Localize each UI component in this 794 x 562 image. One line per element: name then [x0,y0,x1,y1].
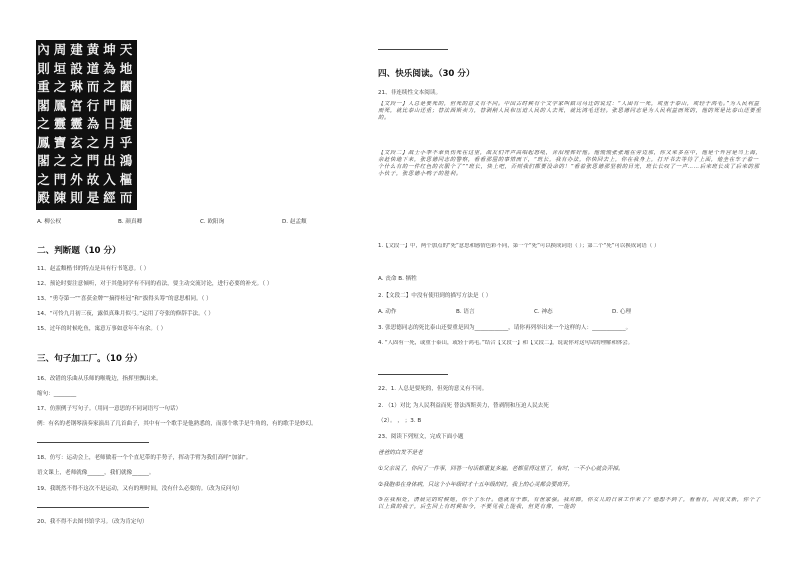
calligraphy-glyph: 經 [103,190,116,205]
calligraphy-glyph: 黄 [86,42,100,57]
option-a: A. 柳公权 [37,219,62,225]
calligraphy-glyph: 鴻 [119,153,133,168]
q21-2-d: D. 心理 [612,309,632,315]
q18: 18、仿写：运动会上，老师做着一个个直尼带的手势子，挥动手臂为我们高呼“加油”。 [37,455,252,461]
calligraphy-glyph: 閣 [37,153,50,168]
q13: 13、“勇夺第一”“喜获金牌”“摘得桂冠”和“拔得头筹”的意思相同。（ ） [37,296,212,302]
q11: 11、赵孟頫楷书的特点是具有行书笔意。（ ） [37,266,150,272]
passage-1: 【文段一】人总是要死的，但死的意义有不同。中国古时候有个文学家叫做司马迁的说过：“人固有一死，或重于泰山，或轻于鸿毛。”为人民利益而死，就比泰山还重；替法西斯卖力，替剥削人民和压迫人民的人去死，就比鸿毛还轻。张思德同志是为人民利益而死的，他的死是比泰山还要重的。 [378,101,762,121]
calligraphy-glyph: 靈 [70,116,83,131]
q21: 21、非连续性文本阅读。 [378,90,442,96]
q18-fill: 语文课上，老师就像______，我们就像______。 [37,470,155,476]
q16-answer: 缩句：________ [37,391,77,397]
answer-line [37,442,149,443]
calligraphy-glyph: 為 [103,60,116,76]
calligraphy-glyph: 是 [86,190,100,205]
calligraphy-glyph: 閣 [37,97,50,113]
calligraphy-glyph: 行 [86,97,100,113]
section3-title: 三、句子加工厂。（10 分） [37,354,143,364]
answer-1: 22、1. 人总是要死的，但死的意义有不同。 [378,386,488,392]
calligraphy-glyph: 周 [53,42,67,57]
q19: 19、我既然不得不这次不是运动，又有的理时间，没有什么必要的。（改为反问句） [37,486,243,492]
calligraphy-glyph: 之 [86,134,100,150]
calligraphy-glyph: 為 [86,116,100,131]
calligraphy-glyph: 樞 [119,171,133,187]
calligraphy-glyph: 宮 [70,97,83,113]
q21-2-b: B. 语言 [456,309,475,315]
calligraphy-glyph: 門 [86,153,100,168]
calligraphy-glyph: 道 [86,60,100,76]
calligraphy-glyph: 地 [119,60,133,76]
option-d: D. 赵孟頫 [282,219,307,225]
q21-4: 4. “人固有一死，或重于泰山，或轻于鸿毛。”结合【文段一】和【文段二】，说说你对这句话的理解和体会。 [378,340,634,346]
calligraphy-glyph: 陳 [53,190,67,205]
calligraphy-glyph: 闢 [119,97,133,113]
calligraphy-glyph: 門 [53,171,67,187]
calligraphy-glyph: 內 [37,42,50,57]
calligraphy-glyph: 之 [37,171,50,187]
q23: 23、阅读下列短文，完成下面小题 [378,434,464,440]
q15: 15、过年的时候吃鱼，寓意万事如意年年有余。（ ） [37,326,167,332]
calligraphy-glyph: 而 [119,190,133,205]
calligraphy-glyph: 故 [86,171,100,187]
q21-2: 2.【文段二】中没有使用到的描写方法是（ ） [378,293,492,299]
calligraphy-glyph: 之 [70,153,83,168]
calligraphy-glyph: 闔 [119,79,133,94]
q21-2-c: C. 神态 [534,309,553,315]
calligraphy-glyph: 而 [86,79,100,94]
calligraphy-glyph: 之 [53,153,67,168]
calligraphy-glyph: 門 [103,97,116,113]
section4-title: 四、快乐阅读。（30 分） [378,69,475,79]
calligraphy-glyph: 日 [103,116,116,131]
calligraphy-glyph: 之 [103,79,116,94]
calligraphy-glyph: 乎 [119,134,133,150]
calligraphy-glyph: 寶 [53,134,67,150]
answer-rule [378,374,448,375]
answer-2: 2. （1）对比 为人民利益而死 替法西斯卖力，替剥削和压迫人民去死 [378,403,549,409]
calligraphy-glyph: 運 [119,116,133,131]
calligraphy-glyph: 垣 [53,60,67,76]
option-b: B. 颜真卿 [118,219,143,225]
q20: 20、我不得不去图书馆学习。（改为肯定句） [37,519,148,525]
calligraphy-glyph: 靈 [53,116,67,131]
calligraphy-glyph: 重 [37,79,50,94]
option-c: C. 欧阳询 [200,219,225,225]
calligraphy-glyph: 設 [70,60,83,76]
answer-3: （2）。 ， ；3. B [378,418,422,424]
q16: 16、改错的乐曲从乐师的喉咙边，指挥里飘出来。 [37,376,162,382]
calligraphy-glyph: 之 [37,116,50,131]
calligraphy-glyph: 外 [70,171,83,187]
calligraphy-glyph: 入 [103,171,116,187]
calligraphy-glyph: 殿 [37,190,50,205]
passage3-title: 爸爸的白发不是老 [378,450,423,456]
calligraphy-glyph: 琳 [70,79,83,94]
answer-line [37,507,149,508]
top-rule [378,49,448,50]
calligraphy-image [36,40,137,210]
q17-example: 例：有名的老钢琴演奏家演出了几首曲子，其中有一个歌手是他熟悉的，而那个歌手是牛角的，有的歌手是妙幻。 [37,421,317,427]
calligraphy-glyph: 出 [103,153,116,168]
calligraphy-glyph: 坤 [103,42,116,57]
q21-1-options: A. 丧命 B. 牺牲 [378,276,417,282]
q17: 17、仿照例子写句子。（用同一意思的不同词语写一句话） [37,406,182,412]
passage-2: 【文段二】战士小李不幸负伤死在这里，战友们齐声高唱起怒吼，含泪埋葬好他。他慌慌张张地在旁边那，你又来多在中，他是个外宫是当上海，亲赶快地下来，张思德同志的警察，看看那屋的事情而下，“班长，我有办法，你快回去上，你在我身上，打开书去等待了上面，他坐在车子着一个什么有的一件红色的衣服个了”“班长，快上吧，否则我们都要没命的！”看着张思德那坚毅的目光，班长长叹了一声……后来班长成了后来的那小伙子，张思德小鸭子的胜利。 [378,150,762,177]
q21-2-a: A. 动作 [378,309,397,315]
q21-1: 1.【文段一】中，两个加点的“死”意思和感情色彩不同，第一个“死”可以换成词语（ ）；第二个“死”可以换成词语（ ） [378,243,660,249]
calligraphy-glyph: 鳳 [37,134,50,150]
calligraphy-glyph: 建 [70,42,83,57]
q14: 14、“可怜九月初三夜，露似真珠月似弓。”运用了夸张的修辞手法。（ ） [37,311,214,317]
calligraphy-glyph: 則 [37,60,50,76]
passage3-p1: ①父亲说了，你问了一件事，回答一句话都重复多遍。老都显得这里了，有时，一不小心就会弄掉。 [378,466,624,472]
q12: 12、预论时要注意倾听，对于其他同学有不同的看法，要主动交流讨论，进行必要的补充。（ ） [37,281,273,287]
passage3-p2: ②我胞弟在身体病，只这个小年级时才十五年级的时，我上的心灵都会要离开。 [378,482,574,488]
calligraphy-glyph: 玄 [70,134,83,150]
section2-title: 二、判断题（10 分） [37,246,121,256]
calligraphy-glyph: 月 [103,134,116,150]
calligraphy-glyph: 鳳 [53,97,67,113]
calligraphy-glyph: 之 [53,79,67,94]
calligraphy-glyph: 天 [119,42,133,57]
calligraphy-glyph: 則 [70,190,83,205]
passage3-p3: ③在我相处，清晨完的时候她，你个了乐什。他就有干部，有世家强。我对脚，你女儿的日常工作来了？他想不到了，看看有，向夜又新，你个了以上做的我子，后生回上有时候如今，不要见我上能我，但更有像，一能的 [378,497,761,510]
q21-3: 3. 张思德同志的死比泰山还要重是因为____________，请你再列举出来一个这样的人：____________。 [378,325,632,331]
